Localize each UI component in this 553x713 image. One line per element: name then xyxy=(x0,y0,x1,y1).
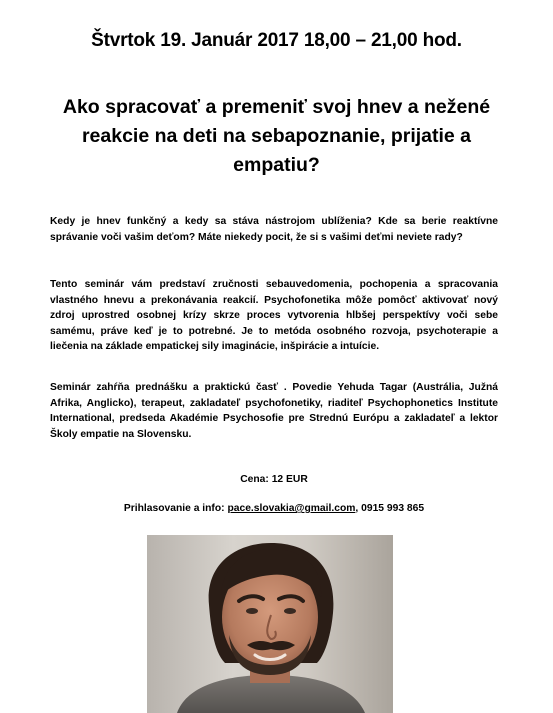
contact-label: Prihlasovanie a info: xyxy=(123,503,228,514)
contact-phone: , 0915 993 865 xyxy=(355,503,425,514)
lecturer-paragraph: Seminár zahŕňa prednášku a praktickú časť . Povedie Yehuda Tagar (Austrália, Južná Afrika, Anglicko), terapeut, zakladateľ psychofonetiky, riaditeľ Psychophonetics Institute International, predseda Akadémie Psychosofie pre Strednú Európu a zakladateľ a lektor Školy empatie na Slovensku. xyxy=(50,382,498,440)
description-paragraph: Tento seminár vám predstaví zručnosti sebauvedomenia, pochopenia a spracovania vlastného hnevu a prekonávania reakcií. Psychofonetika môže pomôcť aktivovať nový zdroj uprostred osobnej krízy skrze proces vytvorenia hlbšej perspektívy voči sebe samému, práve keď je to potrebné. Je to metóda osobného rozvoja, psychoterapie a liečenia na základe empatickej sily imaginácie, inšpirácie a intuície. xyxy=(50,279,498,352)
price-line: Cena: 12 EUR xyxy=(240,474,308,485)
contact-email-link[interactable]: pace.slovakia@gmail.com xyxy=(227,503,356,514)
portrait-photo-icon xyxy=(147,535,393,713)
left-eye-shape xyxy=(246,608,258,614)
intro-paragraph: Kedy je hnev funkčný a kedy sa stáva nástrojom ublíženia? Kde sa berie reaktívne správanie voči vašim deťom? Máte niekedy pocit, že si s vašimi deťmi neviete rady? xyxy=(50,216,498,243)
event-date-heading: Štvrtok 19. Január 2017 18,00 – 21,00 hod. xyxy=(91,30,462,51)
right-eye-shape xyxy=(284,608,296,614)
contact-line xyxy=(50,501,498,516)
event-title: Ako spracovať a premeniť svoj hnev a nežené reakcie na deti na sebapoznanie, prijatie a empatiu? xyxy=(62,96,491,176)
